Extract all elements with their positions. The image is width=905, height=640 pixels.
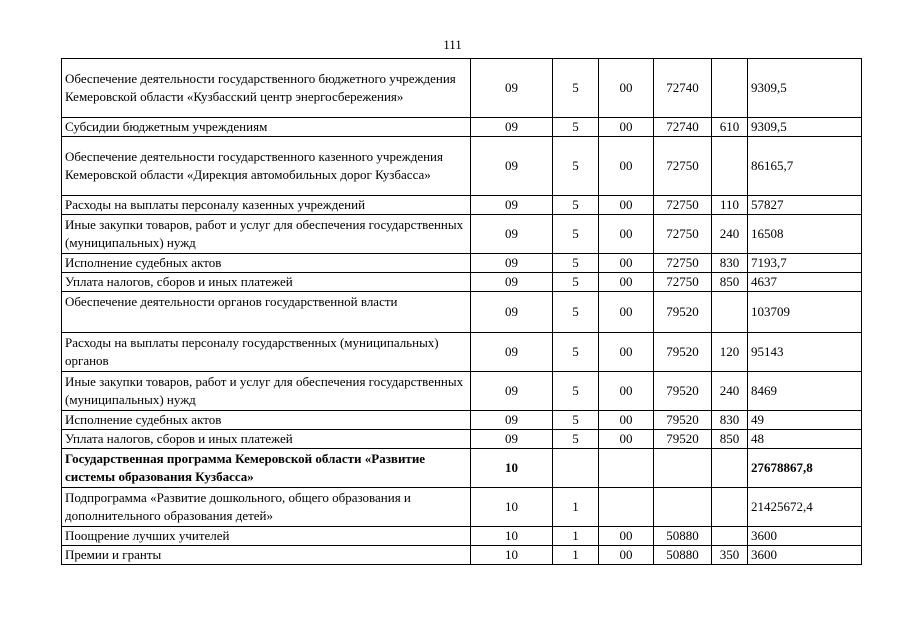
expense-type-code: 110	[712, 196, 748, 215]
subsection-code: 1	[553, 546, 599, 565]
expense-type-code: 830	[712, 411, 748, 430]
target-code-part2: 72750	[654, 254, 712, 273]
amount: 3600	[748, 527, 862, 546]
target-code-part2: 79520	[654, 333, 712, 372]
expense-type-code: 240	[712, 372, 748, 411]
row-name: Расходы на выплаты персоналу казенных учреждений	[62, 196, 471, 215]
section-code: 10	[471, 488, 553, 527]
expense-type-code: 830	[712, 254, 748, 273]
expense-type-code: 120	[712, 333, 748, 372]
subsection-code: 5	[553, 430, 599, 449]
table-row	[62, 333, 862, 372]
expense-type-code: 240	[712, 215, 748, 254]
section-code: 09	[471, 59, 553, 118]
row-name: Уплата налогов, сборов и иных платежей	[62, 430, 471, 449]
row-name: Исполнение судебных актов	[62, 411, 471, 430]
amount: 49	[748, 411, 862, 430]
target-code-part2: 72750	[654, 137, 712, 196]
amount: 9309,5	[748, 59, 862, 118]
amount: 57827	[748, 196, 862, 215]
target-code-part2	[654, 449, 712, 488]
target-code-part1: 00	[599, 137, 654, 196]
table-row	[62, 372, 862, 411]
table-row	[62, 254, 862, 273]
section-code: 09	[471, 215, 553, 254]
subsection-code: 5	[553, 254, 599, 273]
table-row	[62, 292, 862, 333]
amount: 103709	[748, 292, 862, 333]
target-code-part2: 50880	[654, 546, 712, 565]
target-code-part1: 00	[599, 215, 654, 254]
subsection-code: 5	[553, 118, 599, 137]
expense-type-code	[712, 292, 748, 333]
section-code: 09	[471, 196, 553, 215]
target-code-part1	[599, 488, 654, 527]
table-row	[62, 411, 862, 430]
table-row	[62, 59, 862, 118]
table-row	[62, 546, 862, 565]
row-name: Иные закупки товаров, работ и услуг для обеспечения государственных (муниципальных) нужд	[62, 372, 471, 411]
amount: 4637	[748, 273, 862, 292]
expense-type-code	[712, 449, 748, 488]
section-code: 10	[471, 449, 553, 488]
row-name: Обеспечение деятельности государственного казенного учреждения Кемеровской области «Дирекция автомобильных дорог Кузбасса»	[62, 137, 471, 196]
row-name: Премии и гранты	[62, 546, 471, 565]
section-code: 09	[471, 254, 553, 273]
table-row	[62, 118, 862, 137]
row-name: Поощрение лучших учителей	[62, 527, 471, 546]
subsection-code: 1	[553, 488, 599, 527]
amount: 9309,5	[748, 118, 862, 137]
expense-type-code	[712, 527, 748, 546]
table-row	[62, 527, 862, 546]
section-code: 09	[471, 333, 553, 372]
expense-type-code: 350	[712, 546, 748, 565]
amount: 7193,7	[748, 254, 862, 273]
section-code: 10	[471, 527, 553, 546]
row-name: Подпрограмма «Развитие дошкольного, общего образования и дополнительного образования детей»	[62, 488, 471, 527]
row-name: Исполнение судебных актов	[62, 254, 471, 273]
row-name: Иные закупки товаров, работ и услуг для обеспечения государственных (муниципальных) нужд	[62, 215, 471, 254]
amount: 21425672,4	[748, 488, 862, 527]
amount: 95143	[748, 333, 862, 372]
section-code: 09	[471, 273, 553, 292]
target-code-part2: 79520	[654, 372, 712, 411]
section-code: 09	[471, 137, 553, 196]
subsection-code: 5	[553, 333, 599, 372]
amount: 48	[748, 430, 862, 449]
row-name: Расходы на выплаты персоналу государственных (муниципальных) органов	[62, 333, 471, 372]
expense-type-code: 850	[712, 273, 748, 292]
row-name: Уплата налогов, сборов и иных платежей	[62, 273, 471, 292]
subsection-code: 5	[553, 411, 599, 430]
table-row	[62, 488, 862, 527]
row-name: Субсидии бюджетным учреждениям	[62, 118, 471, 137]
target-code-part2: 79520	[654, 430, 712, 449]
target-code-part2: 79520	[654, 292, 712, 333]
subsection-code: 5	[553, 196, 599, 215]
target-code-part2: 72750	[654, 196, 712, 215]
row-name: Обеспечение деятельности государственного бюджетного учреждения Кемеровской области «Кузбасский центр энергосбережения»	[62, 59, 471, 118]
section-code: 09	[471, 411, 553, 430]
target-code-part2: 72750	[654, 215, 712, 254]
amount: 8469	[748, 372, 862, 411]
target-code-part1: 00	[599, 333, 654, 372]
expense-type-code	[712, 137, 748, 196]
target-code-part2: 72740	[654, 59, 712, 118]
section-code: 09	[471, 430, 553, 449]
row-name: Обеспечение деятельности органов государственной власти	[62, 292, 471, 333]
amount: 16508	[748, 215, 862, 254]
expense-type-code	[712, 488, 748, 527]
target-code-part1: 00	[599, 292, 654, 333]
budget-table	[61, 58, 862, 565]
amount: 27678867,8	[748, 449, 862, 488]
table-row	[62, 215, 862, 254]
target-code-part1: 00	[599, 430, 654, 449]
target-code-part1: 00	[599, 273, 654, 292]
target-code-part1: 00	[599, 546, 654, 565]
table-row	[62, 430, 862, 449]
row-name: Государственная программа Кемеровской области «Развитие системы образования Кузбасса»	[62, 449, 471, 488]
subsection-code: 1	[553, 527, 599, 546]
subsection-code: 5	[553, 273, 599, 292]
subsection-code: 5	[553, 137, 599, 196]
subsection-code	[553, 449, 599, 488]
table-row	[62, 196, 862, 215]
expense-type-code	[712, 59, 748, 118]
target-code-part1: 00	[599, 372, 654, 411]
target-code-part2	[654, 488, 712, 527]
target-code-part2: 50880	[654, 527, 712, 546]
subsection-code: 5	[553, 372, 599, 411]
target-code-part1: 00	[599, 527, 654, 546]
amount: 3600	[748, 546, 862, 565]
target-code-part1	[599, 449, 654, 488]
target-code-part1: 00	[599, 411, 654, 430]
section-code: 10	[471, 546, 553, 565]
expense-type-code: 850	[712, 430, 748, 449]
table-row	[62, 273, 862, 292]
subsection-code: 5	[553, 215, 599, 254]
target-code-part1: 00	[599, 196, 654, 215]
target-code-part2: 72740	[654, 118, 712, 137]
expense-type-code: 610	[712, 118, 748, 137]
target-code-part1: 00	[599, 254, 654, 273]
target-code-part1: 00	[599, 59, 654, 118]
section-code: 09	[471, 292, 553, 333]
table-row	[62, 449, 862, 488]
section-code: 09	[471, 372, 553, 411]
amount: 86165,7	[748, 137, 862, 196]
page-number: 111	[443, 37, 462, 52]
section-code: 09	[471, 118, 553, 137]
subsection-code: 5	[553, 59, 599, 118]
table-row	[62, 137, 862, 196]
target-code-part1: 00	[599, 118, 654, 137]
target-code-part2: 79520	[654, 411, 712, 430]
target-code-part2: 72750	[654, 273, 712, 292]
subsection-code: 5	[553, 292, 599, 333]
